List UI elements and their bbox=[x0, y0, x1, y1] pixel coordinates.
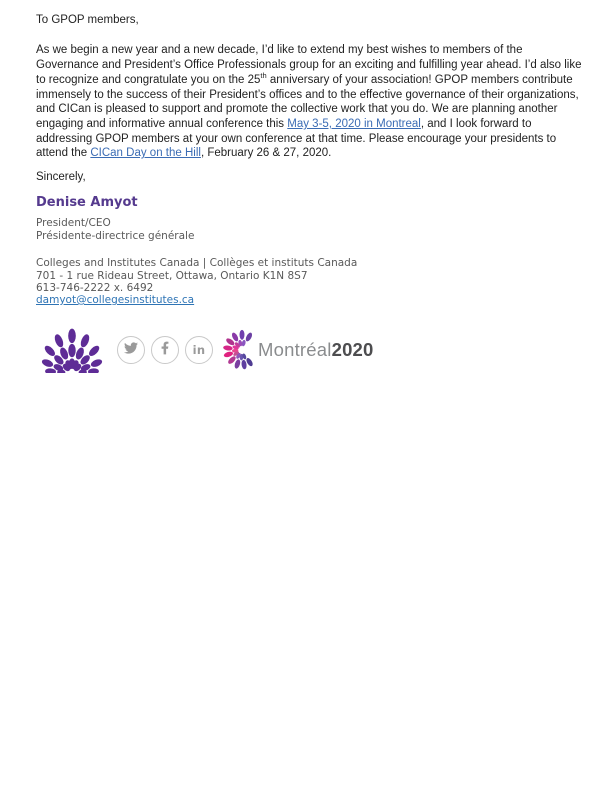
signature-address: 701 - 1 rue Rideau Street, Ottawa, Ontario K1N 8S7 bbox=[36, 269, 308, 282]
signature-title-en: President/CEO bbox=[36, 217, 111, 230]
paragraph-text: anniversary of your association! GPOP members contribute immensely to the success of their President’s offices and to the effective governance of their organizations, and CICan is pleased to support and promote the collective work that you do. We are planning another engaging and informative annual conference this bbox=[36, 73, 579, 130]
letter-page bbox=[0, 0, 611, 375]
montreal-year: 2020 bbox=[331, 339, 374, 361]
logo-row bbox=[36, 325, 583, 375]
montreal-2020-logo bbox=[223, 325, 374, 375]
signature-phone: 613-746-2222 x. 6492 bbox=[36, 281, 154, 294]
body-paragraph bbox=[36, 43, 582, 161]
linkedin-icon: in bbox=[192, 343, 206, 358]
salutation: To GPOP members, bbox=[36, 14, 139, 26]
paragraph-text: , and I look forward to addressing GPOP members at your own conference at that time. Please encourage your presidents to attend the bbox=[36, 117, 557, 160]
signature-org-name: Colleges and Institutes Canada | Collèges et instituts Canada bbox=[36, 257, 358, 270]
signature-title-block bbox=[36, 217, 583, 243]
linkedin-button[interactable] bbox=[185, 336, 213, 364]
signature-email-line bbox=[36, 294, 583, 306]
cican-logo bbox=[36, 328, 108, 373]
signature-name: Denise Amyot bbox=[36, 195, 138, 211]
inline-link[interactable]: CICan Day on the Hill bbox=[90, 147, 201, 160]
closing: Sincerely, bbox=[36, 171, 86, 184]
signature-org-block bbox=[36, 257, 583, 306]
facebook-button[interactable] bbox=[151, 336, 179, 364]
twitter-icon bbox=[124, 341, 138, 360]
montreal-word: Montréal bbox=[258, 339, 332, 361]
montreal-2020-wordmark bbox=[258, 339, 374, 361]
facebook-icon bbox=[161, 341, 169, 360]
paragraph-text: , February 26 & 27, 2020. bbox=[200, 147, 332, 160]
inline-link[interactable]: May 3-5, 2020 in Montreal bbox=[287, 117, 421, 130]
email-link[interactable]: damyot@collegesinstitutes.ca bbox=[36, 294, 195, 307]
signature-title-fr: Présidente-directrice générale bbox=[36, 230, 195, 243]
paragraph-text: As we begin a new year and a new decade, I’d like to extend my best wishes to members of the Governance and President’s Office Professionals group for an exciting and fulfilling year ahead. I’d also like to recognize and congratulate you on the 25 bbox=[36, 44, 582, 86]
ordinal-superscript: th bbox=[260, 70, 267, 80]
twitter-button[interactable] bbox=[117, 336, 145, 364]
